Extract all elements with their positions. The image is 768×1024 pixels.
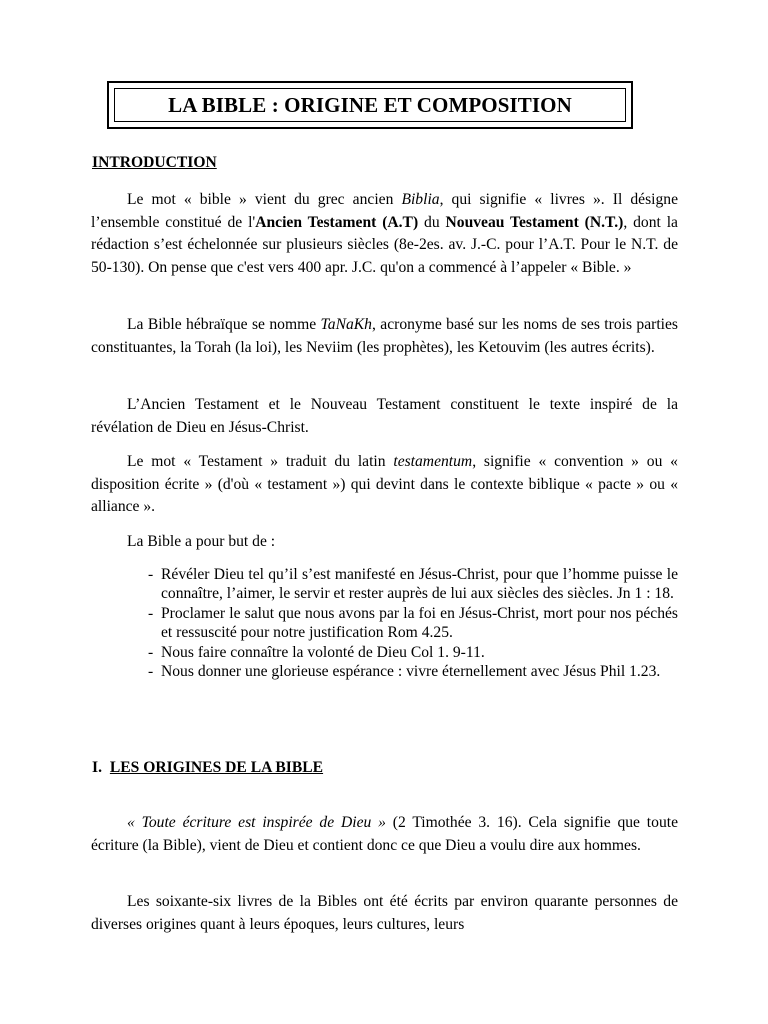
list-dash: - <box>148 566 154 583</box>
list-item-text: Proclamer le salut que nous avons par la foi en Jésus-Christ, mort pour nos péchés et ressuscité pour notre justification Rom 4.25. <box>161 604 678 642</box>
intro-p1-text-g: , dont la rédaction s’est échelonnée sur plusieurs siècles (8e-2es. av. J.-C. pour l’A.T. Pour le N.T. de 50-130). On pense que c'est vers 400 apr. J.C. qu'on a commencé à l’appeler « Bible. » <box>91 213 678 276</box>
section-1-number: I. <box>92 759 102 776</box>
list-item <box>148 643 678 662</box>
intro-p1-text-c: , qui signifie « livres ». Il désigne l’ensemble constitué de l' <box>91 191 678 231</box>
section-1-p2-text: Les soixante-six livres de la Bibles ont été écrits par environ quarante personnes de diverses origines quant à leurs époques, leurs cultures, leurs <box>91 893 678 933</box>
intro-p4-testamentum: testamentum <box>393 453 473 470</box>
intro-p4-text-c: , signifie « convention » ou « disposition écrite » (d'où « testament ») qui devint dans le contexte biblique « pacte » ou « alliance ». <box>91 453 678 515</box>
page-title: LA BIBLE : ORIGINE ET COMPOSITION <box>114 88 626 122</box>
intro-paragraph-2 <box>91 314 678 359</box>
intro-paragraph-1 <box>91 189 678 279</box>
introduction-heading-text: INTRODUCTION <box>92 154 217 171</box>
intro-p2-tanakh: TaNaKh <box>320 316 372 333</box>
intro-p5-text: La Bible a pour but de : <box>127 533 276 550</box>
intro-p3-text: L’Ancien Testament et le Nouveau Testament constituent le texte inspiré de la révélation de Dieu en Jésus-Christ. <box>91 396 678 436</box>
intro-p1-text-e: du <box>418 213 446 231</box>
section-1-heading <box>92 759 323 777</box>
intro-paragraph-3 <box>91 394 678 439</box>
purpose-list <box>148 565 678 681</box>
list-dash: - <box>148 643 154 661</box>
section-1-p1-text: (2 Timothée 3. 16). Cela signifie que toute écriture (la Bible), vient de Dieu et contient donc ce que Dieu a voulu dire aux hommes. <box>91 814 678 854</box>
list-item <box>148 604 678 643</box>
section-1-paragraph-2 <box>91 891 678 936</box>
title-frame <box>107 81 633 129</box>
intro-p2-text-c: , acronyme basé sur les noms de ses trois parties constituantes, la Torah (la loi), les Neviim (les prophètes), les Ketouvim (les autres écrits). <box>91 316 678 356</box>
section-1-title: LES ORIGINES DE LA BIBLE <box>109 759 324 776</box>
intro-p2-text-a: La Bible hébraïque se nomme <box>127 316 321 333</box>
list-item-text: Nous faire connaître la volonté de Dieu Col 1. 9-11. <box>161 643 485 661</box>
introduction-heading <box>92 154 217 172</box>
list-item <box>148 662 678 681</box>
list-dash: - <box>148 604 154 622</box>
list-item-text: Nous donner une glorieuse espérance : vivre éternellement avec Jésus Phil 1.23. <box>161 663 661 681</box>
intro-p1-text-a: Le mot « bible » vient du grec ancien <box>127 191 402 208</box>
list-dash: - <box>148 663 154 681</box>
intro-p1-nouveau-testament: Nouveau Testament (N.T.) <box>445 213 624 231</box>
list-item <box>148 565 678 604</box>
intro-p1-biblia: Biblia <box>401 191 440 208</box>
intro-paragraph-5 <box>91 531 678 554</box>
section-1-paragraph-1 <box>91 812 678 857</box>
section-1-quote: « Toute écriture est inspirée de Dieu » <box>127 814 386 831</box>
intro-paragraph-4 <box>91 451 678 519</box>
intro-p4-text-a: Le mot « Testament » traduit du latin <box>127 453 394 470</box>
intro-p1-ancien-testament: Ancien Testament (A.T) <box>255 213 419 231</box>
list-item-text: Révéler Dieu tel qu’il s’est manifesté en Jésus-Christ, pour que l’homme puisse le connaître, l’aimer, le servir et rester auprès de lui aux siècles des siècles. Jn 1 : 18. <box>161 566 678 603</box>
